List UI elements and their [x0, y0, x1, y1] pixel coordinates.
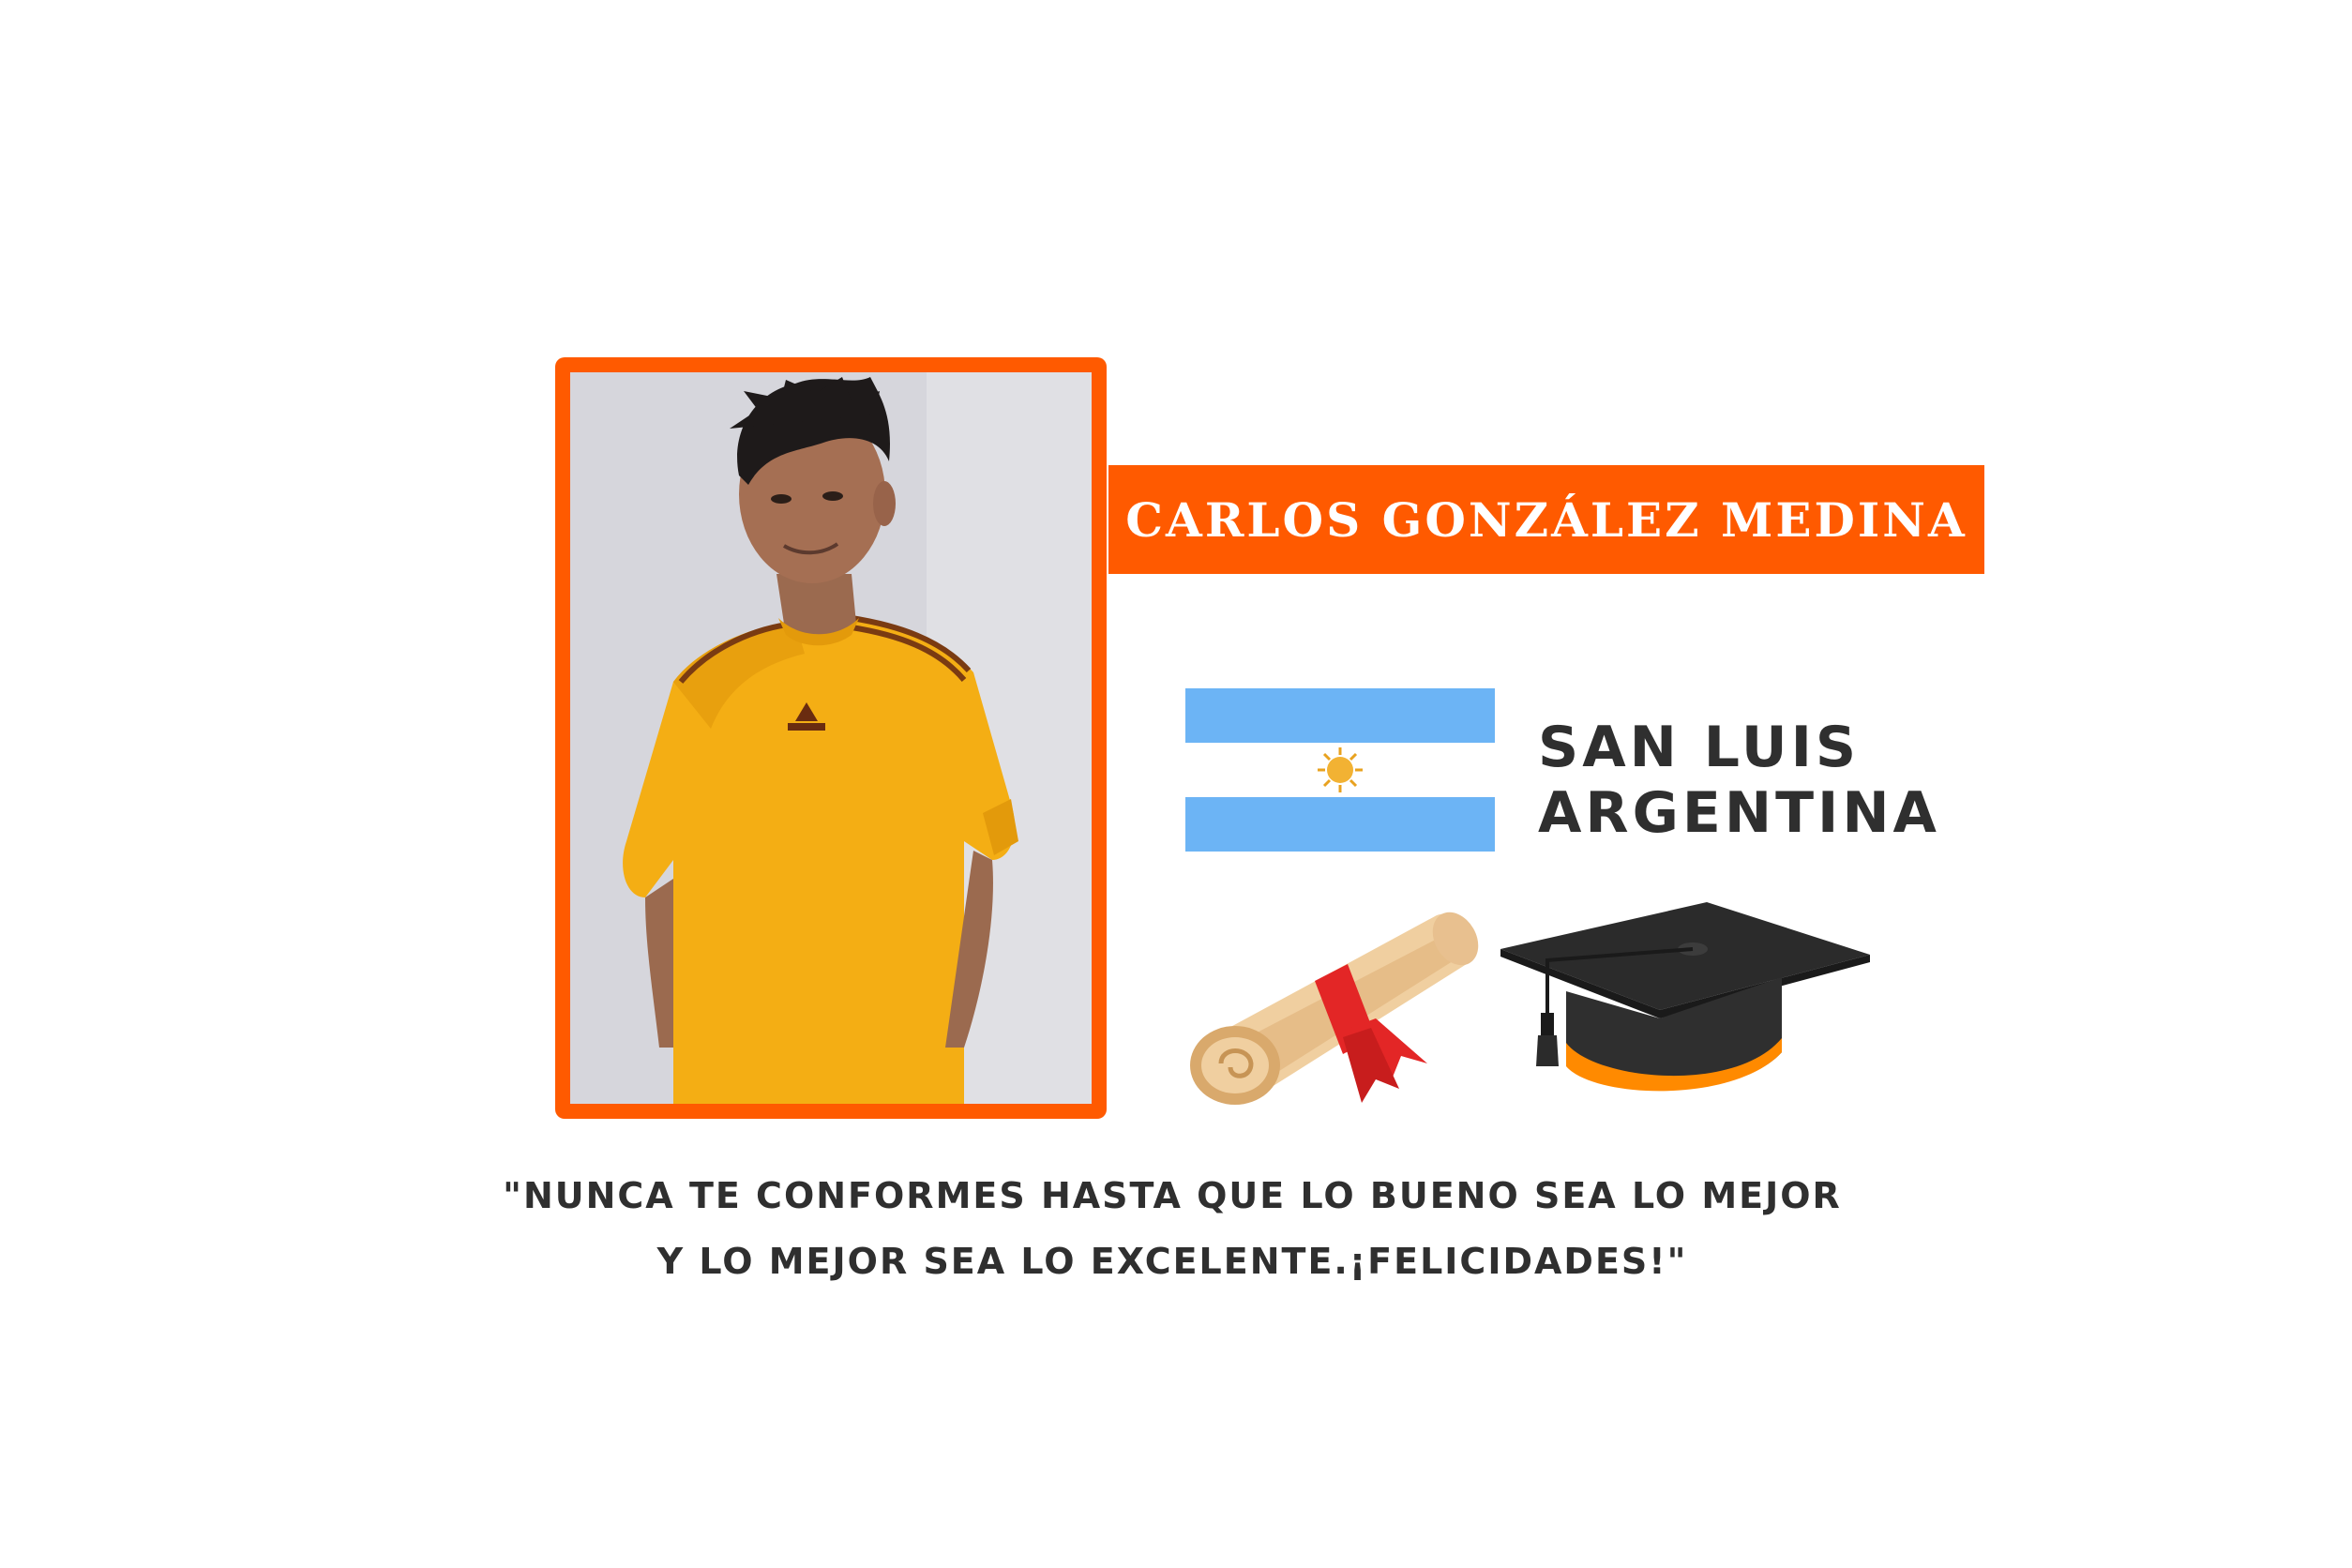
diploma-scroll-icon — [1184, 897, 1485, 1114]
location-text — [1538, 715, 1940, 846]
congratulations-quote — [431, 1163, 1913, 1294]
location-country: ARGENTINA — [1538, 780, 1940, 846]
quote-line-2: Y LO MEJOR SEA LO EXCELENTE.¡FELICIDADES!" — [656, 1241, 1688, 1282]
argentina-flag-icon — [1185, 688, 1495, 852]
portrait-photo — [570, 372, 1092, 1104]
graduate-name: CARLOS GONZÁLEZ MEDINA — [1125, 491, 1968, 548]
location-city: SAN LUIS — [1538, 715, 1861, 780]
graduation-cap-icon — [1500, 902, 1870, 1105]
quote-line-1: "NUNCA TE CONFORMES HASTA QUE LO BUENO SEA LO MEJOR — [503, 1175, 1842, 1216]
photo-frame — [555, 357, 1107, 1119]
name-banner — [1108, 465, 1984, 574]
